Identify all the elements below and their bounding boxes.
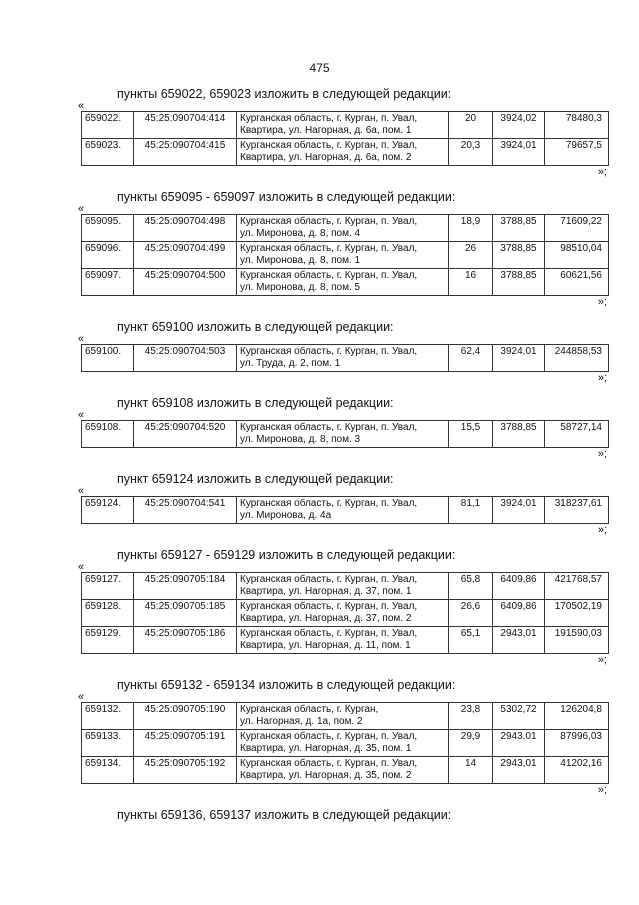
address-line-2: Квартира, ул. Нагорная, д. 37, пом. 1 (240, 586, 412, 597)
area-cell: 15,5 (449, 421, 493, 448)
area-cell: 81,1 (449, 497, 493, 524)
cadastral-number-cell: 45:25:090705:192 (134, 757, 237, 784)
cadastral-number-cell: 45:25:090704:498 (134, 215, 237, 242)
unit-price-cell: 3924,01 (493, 139, 545, 166)
address-line-1: Курганская область, г. Курган, п. Увал, (240, 628, 418, 639)
address-cell (237, 139, 449, 166)
table-row (82, 730, 609, 757)
address-line-1: Курганская область, г. Курган, п. Увал, (240, 243, 418, 254)
unit-price-cell: 2943,01 (493, 757, 545, 784)
item-number-cell: 659096. (82, 242, 134, 269)
area-cell: 29,9 (449, 730, 493, 757)
quote-open-mark: « (78, 203, 85, 215)
quote-open-mark: « (78, 409, 85, 421)
amendment-table (81, 420, 609, 448)
cadastral-number-cell: 45:25:090704:415 (134, 139, 237, 166)
amendment-block (0, 319, 639, 384)
address-cell (237, 215, 449, 242)
cadastral-value-cell: 71609,22 (545, 215, 609, 242)
cadastral-value-cell: 87996,03 (545, 730, 609, 757)
table-row (82, 139, 609, 166)
amendment-block (0, 86, 639, 178)
unit-price-cell: 6409,86 (493, 600, 545, 627)
address-line-1: Курганская область, г. Курган, п. Увал, (240, 731, 418, 742)
table-row (82, 242, 609, 269)
area-cell: 26 (449, 242, 493, 269)
address-line-1: Курганская область, г. Курган, п. Увал, (240, 422, 418, 433)
cadastral-value-cell: 41202,16 (545, 757, 609, 784)
cadastral-value-cell: 170502,19 (545, 600, 609, 627)
final-paragraph: пункты 659136, 659137 изложить в следующей редакции: (117, 808, 452, 822)
item-number-cell: 659128. (82, 600, 134, 627)
quote-close-mark: »; (597, 166, 607, 178)
item-number-cell: 659095. (82, 215, 134, 242)
amendment-intro: пункты 659132 - 659134 изложить в следующей редакции: (117, 678, 456, 692)
area-cell: 14 (449, 757, 493, 784)
amendment-table (81, 111, 609, 166)
address-line-2: Квартира, ул. Нагорная, д. 6а, пом. 2 (240, 152, 412, 163)
cadastral-number-cell: 45:25:090704:541 (134, 497, 237, 524)
cadastral-number-cell: 45:25:090705:190 (134, 703, 237, 730)
cadastral-number-cell: 45:25:090704:503 (134, 345, 237, 372)
area-cell: 23,8 (449, 703, 493, 730)
unit-price-cell: 3924,02 (493, 112, 545, 139)
unit-price-cell: 3788,85 (493, 269, 545, 296)
area-cell: 16 (449, 269, 493, 296)
quote-close-mark: »; (597, 524, 607, 536)
address-line-2: Квартира, ул. Нагорная, д. 35, пом. 2 (240, 770, 412, 781)
address-cell (237, 269, 449, 296)
item-number-cell: 659127. (82, 573, 134, 600)
table-row (82, 269, 609, 296)
address-line-1: Курганская область, г. Курган, п. Увал, (240, 758, 418, 769)
amendment-table (81, 214, 609, 296)
amendment-intro: пункт 659108 изложить в следующей редакции: (117, 396, 394, 410)
address-line-2: ул. Миронова, д. 8, пом. 1 (240, 255, 361, 266)
address-line-2: ул. Миронова, д. 8, пом. 3 (240, 434, 361, 445)
address-line-1: Курганская область, г. Курган, п. Увал, (240, 498, 418, 509)
quote-close-mark: »; (597, 448, 607, 460)
area-cell: 18,9 (449, 215, 493, 242)
cadastral-value-cell: 78480,3 (545, 112, 609, 139)
address-line-2: ул. Миронова, д. 4а (240, 510, 332, 521)
address-cell (237, 421, 449, 448)
address-cell (237, 757, 449, 784)
amendment-intro: пункты 659127 - 659129 изложить в следующей редакции: (117, 548, 456, 562)
cadastral-value-cell: 98510,04 (545, 242, 609, 269)
unit-price-cell: 3924,01 (493, 497, 545, 524)
unit-price-cell: 2943,01 (493, 627, 545, 654)
table-row (82, 573, 609, 600)
unit-price-cell: 5302,72 (493, 703, 545, 730)
cadastral-value-cell: 244858,53 (545, 345, 609, 372)
address-line-2: ул. Миронова, д. 8, пом. 4 (240, 228, 361, 239)
amendment-intro: пункты 659095 - 659097 изложить в следующей редакции: (117, 190, 456, 204)
address-line-1: Курганская область, г. Курган, п. Увал, (240, 113, 418, 124)
cadastral-value-cell: 126204,8 (545, 703, 609, 730)
amendment-intro: пункты 659022, 659023 изложить в следующей редакции: (117, 87, 452, 101)
amendment-intro: пункт 659100 изложить в следующей редакции: (117, 320, 394, 334)
area-cell: 65,8 (449, 573, 493, 600)
address-line-2: Квартира, ул. Нагорная, д. 37, пом. 2 (240, 613, 412, 624)
address-line-1: Курганская область, г. Курган, (240, 704, 379, 715)
area-cell: 62,4 (449, 345, 493, 372)
cadastral-number-cell: 45:25:090704:414 (134, 112, 237, 139)
amendment-block (0, 547, 639, 666)
item-number-cell: 659097. (82, 269, 134, 296)
address-cell (237, 345, 449, 372)
table-row (82, 600, 609, 627)
quote-open-mark: « (78, 333, 85, 345)
address-line-2: ул. Нагорная, д. 1а, пом. 2 (240, 716, 363, 727)
item-number-cell: 659133. (82, 730, 134, 757)
address-line-2: ул. Миронова, д. 8, пом. 5 (240, 282, 361, 293)
cadastral-number-cell: 45:25:090704:500 (134, 269, 237, 296)
address-line-1: Курганская область, г. Курган, п. Увал, (240, 574, 418, 585)
quote-open-mark: « (78, 100, 85, 112)
table-row (82, 757, 609, 784)
quote-open-mark: « (78, 561, 85, 573)
address-cell (237, 112, 449, 139)
unit-price-cell: 2943,01 (493, 730, 545, 757)
item-number-cell: 659134. (82, 757, 134, 784)
unit-price-cell: 3788,85 (493, 215, 545, 242)
item-number-cell: 659100. (82, 345, 134, 372)
amendment-block (0, 189, 639, 308)
unit-price-cell: 3924,01 (493, 345, 545, 372)
table-row (82, 703, 609, 730)
cadastral-number-cell: 45:25:090705:191 (134, 730, 237, 757)
cadastral-value-cell: 318237,61 (545, 497, 609, 524)
amendment-table (81, 572, 609, 654)
address-line-1: Курганская область, г. Курган, п. Увал, (240, 216, 418, 227)
address-line-1: Курганская область, г. Курган, п. Увал, (240, 140, 418, 151)
area-cell: 20 (449, 112, 493, 139)
unit-price-cell: 3788,85 (493, 242, 545, 269)
amendment-table (81, 702, 609, 784)
cadastral-value-cell: 60621,56 (545, 269, 609, 296)
cadastral-value-cell: 191590,03 (545, 627, 609, 654)
cadastral-number-cell: 45:25:090705:185 (134, 600, 237, 627)
table-row (82, 627, 609, 654)
address-line-1: Курганская область, г. Курган, п. Увал, (240, 270, 418, 281)
address-cell (237, 497, 449, 524)
cadastral-value-cell: 421768,57 (545, 573, 609, 600)
amendment-table (81, 344, 609, 372)
table-row (82, 421, 609, 448)
area-cell: 65,1 (449, 627, 493, 654)
amendment-intro: пункт 659124 изложить в следующей редакции: (117, 472, 394, 486)
amendment-block (0, 471, 639, 536)
address-line-2: Квартира, ул. Нагорная, д. 6а, пом. 1 (240, 125, 412, 136)
cadastral-value-cell: 58727,14 (545, 421, 609, 448)
table-row (82, 215, 609, 242)
address-cell (237, 573, 449, 600)
quote-close-mark: »; (597, 784, 607, 796)
item-number-cell: 659132. (82, 703, 134, 730)
address-line-1: Курганская область, г. Курган, п. Увал, (240, 601, 418, 612)
unit-price-cell: 3788,85 (493, 421, 545, 448)
cadastral-number-cell: 45:25:090704:499 (134, 242, 237, 269)
amendment-table (81, 496, 609, 524)
document-body (0, 86, 639, 823)
amendment-block (0, 677, 639, 796)
quote-close-mark: »; (597, 654, 607, 666)
quote-open-mark: « (78, 691, 85, 703)
address-line-2: ул. Труда, д. 2, пом. 1 (240, 358, 341, 369)
area-cell: 20,3 (449, 139, 493, 166)
amendment-block (0, 395, 639, 460)
item-number-cell: 659022. (82, 112, 134, 139)
table-row (82, 112, 609, 139)
cadastral-value-cell: 79657,5 (545, 139, 609, 166)
address-cell (237, 703, 449, 730)
item-number-cell: 659023. (82, 139, 134, 166)
table-row (82, 497, 609, 524)
page-number: 475 (309, 61, 330, 75)
item-number-cell: 659124. (82, 497, 134, 524)
item-number-cell: 659129. (82, 627, 134, 654)
cadastral-number-cell: 45:25:090705:184 (134, 573, 237, 600)
area-cell: 26,6 (449, 600, 493, 627)
cadastral-number-cell: 45:25:090704:520 (134, 421, 237, 448)
item-number-cell: 659108. (82, 421, 134, 448)
address-cell (237, 242, 449, 269)
address-cell (237, 627, 449, 654)
address-line-1: Курганская область, г. Курган, п. Увал, (240, 346, 418, 357)
table-row (82, 345, 609, 372)
cadastral-number-cell: 45:25:090705:186 (134, 627, 237, 654)
quote-close-mark: »; (597, 296, 607, 308)
unit-price-cell: 6409,86 (493, 573, 545, 600)
address-cell (237, 730, 449, 757)
quote-open-mark: « (78, 485, 85, 497)
address-cell (237, 600, 449, 627)
address-line-2: Квартира, ул. Нагорная, д. 35, пом. 1 (240, 743, 412, 754)
quote-close-mark: »; (597, 372, 607, 384)
address-line-2: Квартира, ул. Нагорная, д. 11, пом. 1 (240, 640, 411, 651)
